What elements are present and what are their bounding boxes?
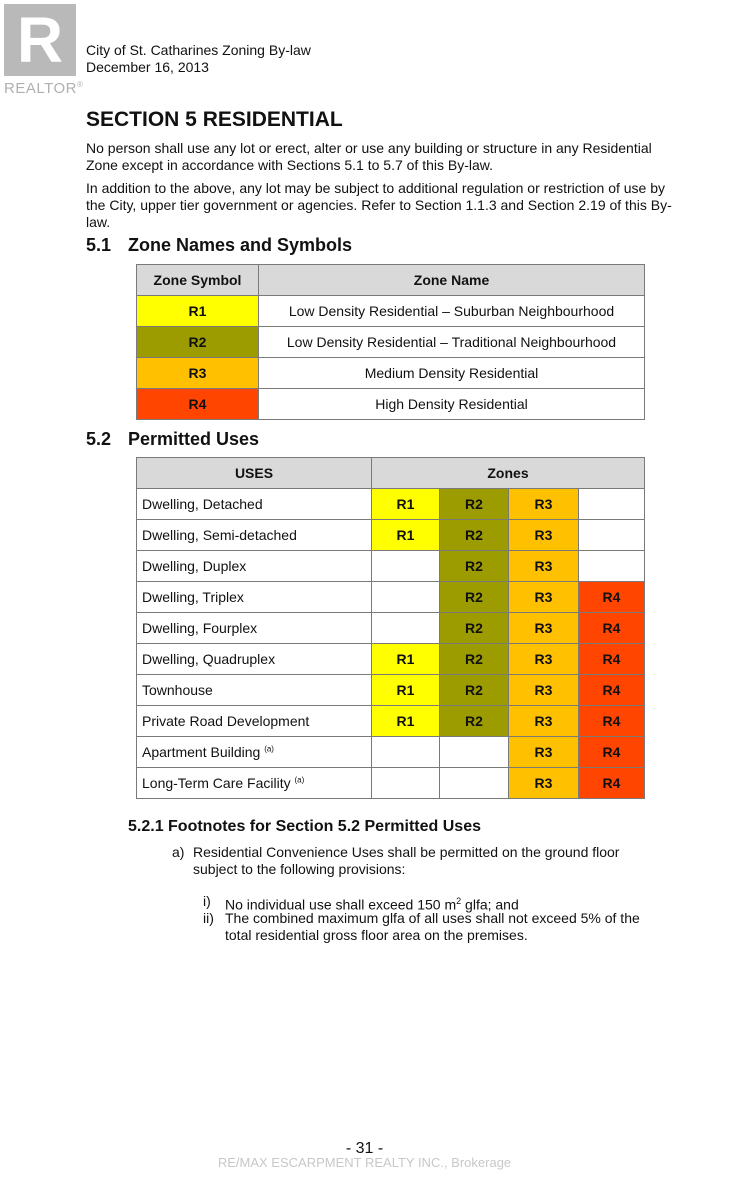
col-uses: USES (137, 458, 372, 489)
heading-5-2-title: Permitted Uses (128, 429, 260, 449)
use-label: Dwelling, Fourplex (142, 620, 258, 636)
zone-cell-r2 (440, 768, 509, 799)
heading-5-1-title: Zone Names and Symbols (128, 235, 353, 255)
permitted-uses-table (136, 457, 645, 799)
realtor-logo-word: REALTOR (4, 80, 77, 97)
zone-cell-r4: R4 (579, 737, 645, 768)
use-cell (137, 551, 372, 582)
footnote-ii-text: The combined maximum glfa of all uses shall not exceed 5% of the total residential gross floor area on the premises. (225, 910, 640, 943)
realtor-logo-letter: R (16, 4, 64, 76)
permitted-row (137, 613, 645, 644)
zone-cell-r2 (440, 737, 509, 768)
use-cell (137, 582, 372, 613)
footnote-a-label: a) (172, 844, 185, 860)
zone-cell-r4 (579, 551, 645, 582)
zone-row (137, 327, 645, 358)
use-label: Apartment Building (142, 744, 261, 760)
zone-cell-r2: R2 (440, 706, 509, 737)
zone-cell-r3: R3 (509, 768, 579, 799)
zone-cell-r1: R1 (372, 675, 440, 706)
use-cell (137, 613, 372, 644)
zone-cell-r1: R1 (372, 706, 440, 737)
heading-5-1 (86, 235, 352, 256)
zone-cell-r4: R4 (579, 613, 645, 644)
header-title: City of St. Catharines Zoning By-law (86, 42, 311, 58)
permitted-row (137, 706, 645, 737)
zone-row (137, 296, 645, 327)
permitted-row (137, 520, 645, 551)
zone-symbol-cell: R4 (137, 389, 259, 420)
realtor-logo-mark: ® (76, 80, 84, 89)
zone-names-table (136, 264, 645, 420)
zone-cell-r2: R2 (440, 675, 509, 706)
zone-name-cell: Low Density Residential – Traditional Neighbourhood (259, 327, 645, 358)
use-label: Dwelling, Detached (142, 496, 263, 512)
zone-cell-r1: R1 (372, 520, 440, 551)
permitted-row (137, 582, 645, 613)
zone-cell-r2: R2 (440, 551, 509, 582)
permitted-row (137, 768, 645, 799)
use-cell (137, 520, 372, 551)
section-title: SECTION 5 RESIDENTIAL (86, 108, 343, 131)
use-cell (137, 706, 372, 737)
zone-symbol-cell: R1 (137, 296, 259, 327)
zone-symbol-cell: R2 (137, 327, 259, 358)
zone-cell-r3: R3 (509, 613, 579, 644)
intro-paragraph-1: No person shall use any lot or erect, alter or use any building or structure in any Residential Zone except in accordance with Sections 5.1 to 5.7 of this By-law. (86, 140, 652, 173)
footnote-i-superscript: 2 (456, 896, 462, 906)
header-date: December 16, 2013 (86, 59, 209, 75)
use-label: Dwelling, Semi-detached (142, 527, 297, 543)
zone-cell-r3: R3 (509, 737, 579, 768)
use-label: Dwelling, Triplex (142, 589, 244, 605)
zone-name-cell: High Density Residential (259, 389, 645, 420)
use-footnote-ref: (a) (294, 775, 305, 785)
page-number: - 31 - (345, 1140, 384, 1157)
zone-row (137, 358, 645, 389)
col-zone-name: Zone Name (259, 265, 645, 296)
col-zones: Zones (372, 458, 645, 489)
zone-symbol-cell: R3 (137, 358, 259, 389)
heading-5-2-number: 5.2 (86, 429, 112, 449)
use-cell (137, 675, 372, 706)
use-label: Dwelling, Quadruplex (142, 651, 276, 667)
zone-name-cell: Low Density Residential – Suburban Neighbourhood (259, 296, 645, 327)
realtor-logo (4, 4, 84, 100)
heading-5-2-1: 5.2.1 Footnotes for Section 5.2 Permitted Uses (128, 818, 481, 835)
zone-name-cell: Medium Density Residential (259, 358, 645, 389)
use-label: Townhouse (142, 682, 213, 698)
zone-cell-r1: R1 (372, 644, 440, 675)
zone-cell-r1: R1 (372, 489, 440, 520)
zone-cell-r4: R4 (579, 582, 645, 613)
zone-cell-r3: R3 (509, 520, 579, 551)
zone-cell-r4: R4 (579, 644, 645, 675)
permitted-table-header (137, 458, 645, 489)
zone-cell-r1 (372, 582, 440, 613)
document-header (86, 42, 311, 76)
permitted-row (137, 737, 645, 768)
permitted-row (137, 675, 645, 706)
heading-5-2 (86, 429, 259, 450)
permitted-row (137, 489, 645, 520)
zone-cell-r2: R2 (440, 582, 509, 613)
permitted-row (137, 551, 645, 582)
zone-cell-r4 (579, 520, 645, 551)
zone-cell-r1 (372, 737, 440, 768)
zone-cell-r3: R3 (509, 582, 579, 613)
realtor-logo-text (4, 80, 83, 97)
use-cell (137, 737, 372, 768)
use-cell (137, 644, 372, 675)
zone-table-header (137, 265, 645, 296)
use-cell (137, 489, 372, 520)
footnote-ii-label: ii) (203, 910, 214, 926)
use-label: Long-Term Care Facility (142, 775, 291, 791)
footnote-i-text-main: No individual use shall exceed 150 m (225, 896, 457, 913)
permitted-row (137, 644, 645, 675)
intro-paragraph-2: In addition to the above, any lot may be subject to additional regulation or restriction of use by the City, upper tier government or agencies. Refer to Section 1.1.3 and Section 2.19 of this By-law. (86, 180, 672, 230)
heading-5-1-number: 5.1 (86, 235, 112, 255)
zone-row (137, 389, 645, 420)
zone-cell-r2: R2 (440, 644, 509, 675)
footnote-i-text-end: glfa; and (461, 896, 519, 913)
zone-cell-r2: R2 (440, 613, 509, 644)
col-zone-symbol: Zone Symbol (137, 265, 259, 296)
use-footnote-ref: (a) (264, 744, 274, 754)
zone-cell-r3: R3 (509, 675, 579, 706)
zone-cell-r2: R2 (440, 489, 509, 520)
zone-cell-r3: R3 (509, 706, 579, 737)
zone-cell-r2: R2 (440, 520, 509, 551)
realtor-logo-box (4, 4, 76, 76)
zone-cell-r3: R3 (509, 644, 579, 675)
use-cell (137, 768, 372, 799)
zone-cell-r3: R3 (509, 551, 579, 582)
footnote-i-label: i) (203, 893, 211, 909)
brokerage-watermark: RE/MAX ESCARPMENT REALTY INC., Brokerage (217, 1155, 512, 1170)
zone-cell-r4: R4 (579, 706, 645, 737)
zone-cell-r4: R4 (579, 768, 645, 799)
use-label: Dwelling, Duplex (142, 558, 247, 574)
zone-cell-r4: R4 (579, 675, 645, 706)
zone-cell-r1 (372, 768, 440, 799)
zone-cell-r1 (372, 613, 440, 644)
use-label: Private Road Development (142, 713, 310, 729)
zone-cell-r4 (579, 489, 645, 520)
footnote-a-text: Residential Convenience Uses shall be permitted on the ground floor subject to the following provisions: (193, 844, 620, 877)
zone-cell-r1 (372, 551, 440, 582)
zone-cell-r3: R3 (509, 489, 579, 520)
